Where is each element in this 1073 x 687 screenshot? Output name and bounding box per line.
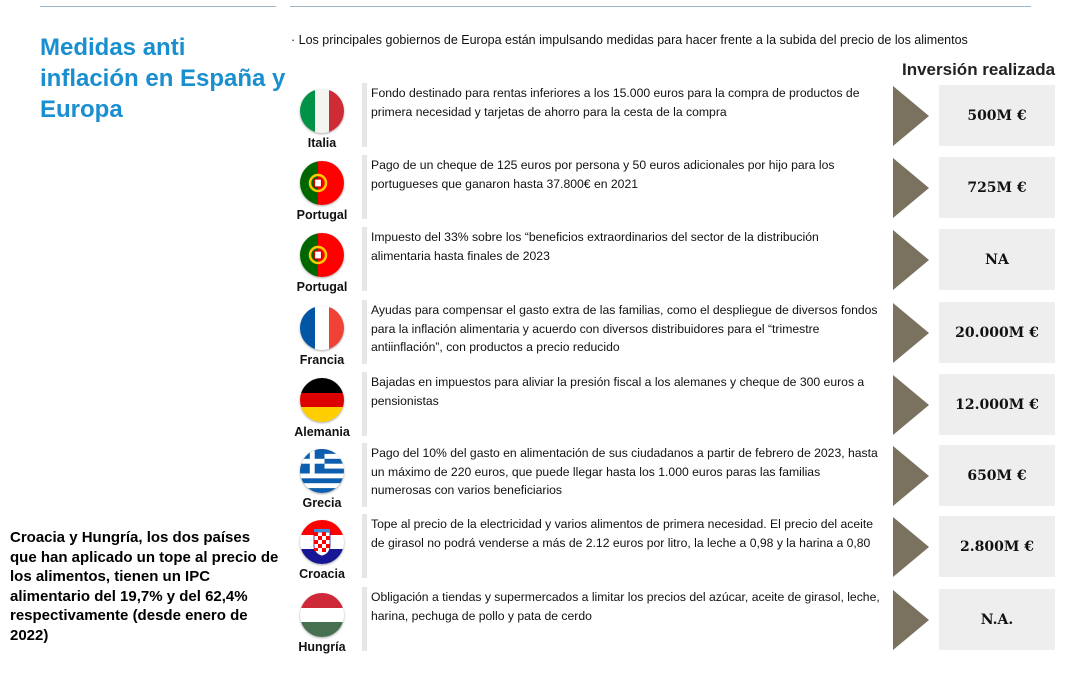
country-cell — [285, 514, 359, 584]
row-divider — [362, 300, 367, 364]
investment-value: 650M € — [939, 445, 1055, 506]
row-divider — [362, 443, 367, 507]
country-cell — [285, 587, 359, 657]
measure-description: Obligación a tiendas y supermercados a limitar los precios del azúcar, aceite de girasol, leche, harina, pechuga de pollo y pata de cerdo — [371, 590, 880, 623]
measure-row-croacia — [285, 514, 1073, 580]
portugal-flag-icon — [300, 233, 344, 277]
country-name: Grecia — [302, 496, 342, 510]
investment-value: 2.800M € — [939, 516, 1055, 577]
country-name: Italia — [307, 136, 337, 150]
row-divider — [362, 155, 367, 219]
country-cell — [285, 443, 359, 513]
country-name: Alemania — [294, 425, 350, 439]
investment-header: Inversión realizada — [902, 60, 1056, 79]
top-divider-left — [40, 6, 276, 7]
top-divider-right — [290, 6, 1031, 7]
measure-row-grecia — [285, 443, 1073, 509]
intro-text: · Los principales gobiernos de Europa están impulsando medidas para hacer frente a la subida del precio de los alimentos — [291, 33, 968, 47]
investment-value: 500M € — [939, 85, 1055, 146]
germany-flag-icon — [300, 378, 344, 422]
hungary-flag-icon — [300, 593, 344, 637]
row-divider — [362, 227, 367, 291]
portugal-flag-icon — [300, 161, 344, 205]
measure-description: Tope al precio de la electricidad y varios alimentos de primera necesidad. El precio del aceite de girasol no podrá venderse a más de 2.12 euros por litro, la leche a 0,98 y la harina a 0,80 — [371, 517, 873, 550]
arrow-right-icon — [893, 517, 929, 577]
france-flag-icon — [300, 306, 344, 350]
measure-row-portugal — [285, 155, 1073, 221]
measure-row-francia — [285, 300, 1073, 366]
investment-value: N.A. — [939, 589, 1055, 650]
arrow-right-icon — [893, 230, 929, 290]
arrow-right-icon — [893, 158, 929, 218]
measure-description: Pago de un cheque de 125 euros por persona y 50 euros adicionales por hijo para los portugueses que ganaron hasta 37.800€ en 2021 — [371, 158, 835, 191]
arrow-right-icon — [893, 303, 929, 363]
investment-value: 20.000M € — [939, 302, 1055, 363]
country-name: Francia — [299, 353, 345, 367]
measure-description: Bajadas en impuestos para aliviar la presión fiscal a los alemanes y cheque de 300 euros a pensionistas — [371, 375, 865, 408]
row-divider — [362, 514, 367, 578]
country-cell — [285, 83, 359, 153]
row-divider — [362, 587, 367, 651]
measure-description: Ayudas para compensar el gasto extra de las familias, como el despliegue de diversos fondos para la inflación alimentaria y acuerdo con diversos distribuidores para el “trimestre antiinflación”, con productos a precio reducido — [371, 303, 878, 354]
investment-value: NA — [939, 229, 1055, 290]
measure-row-italia — [285, 83, 1073, 149]
investment-value: 725M € — [939, 157, 1055, 218]
measure-description: Pago del 10% del gasto en alimentación de sus ciudadanos a partir de febrero de 2023, hasta un máximo de 220 euros, que puede llegar hasta los 1.000 euros paras las familias numerosas con varios beneficiarios — [371, 446, 878, 497]
country-cell — [285, 300, 359, 370]
measure-description: Impuesto del 33% sobre los “beneficios extraordinarios del sector de la distribución alimentaria hasta finales de 2023 — [371, 230, 819, 263]
country-name: Portugal — [296, 280, 348, 294]
country-name: Hungría — [298, 640, 346, 654]
arrow-right-icon — [893, 86, 929, 146]
country-cell — [285, 155, 359, 225]
row-divider — [362, 372, 367, 436]
page-title: Medidas anti inflación en España y Europa — [40, 34, 286, 123]
italy-flag-icon — [300, 89, 344, 133]
measure-description: Fondo destinado para rentas inferiores a los 15.000 euros para la compra de productos de primera necesidad y tarjetas de ahorro para la cesta de la compra — [371, 86, 860, 119]
country-cell — [285, 372, 359, 442]
investment-value: 12.000M € — [939, 374, 1055, 435]
country-name: Croacia — [299, 567, 345, 581]
country-cell — [285, 227, 359, 297]
side-note: Croacia y Hungría, los dos países que han aplicado un tope al precio de los alimentos, tienen un IPC alimentario del 19,7% y del 62,4% respectivamente (desde enero de 2022) — [10, 529, 279, 644]
arrow-right-icon — [893, 375, 929, 435]
measure-row-portugal-tax — [285, 227, 1073, 293]
country-name: Portugal — [296, 208, 348, 222]
arrow-right-icon — [893, 446, 929, 506]
arrow-right-icon — [893, 590, 929, 650]
greece-flag-icon — [300, 449, 344, 493]
row-divider — [362, 83, 367, 147]
measure-row-alemania — [285, 372, 1073, 438]
measure-row-hungria — [285, 587, 1073, 653]
croatia-flag-icon — [300, 520, 344, 564]
